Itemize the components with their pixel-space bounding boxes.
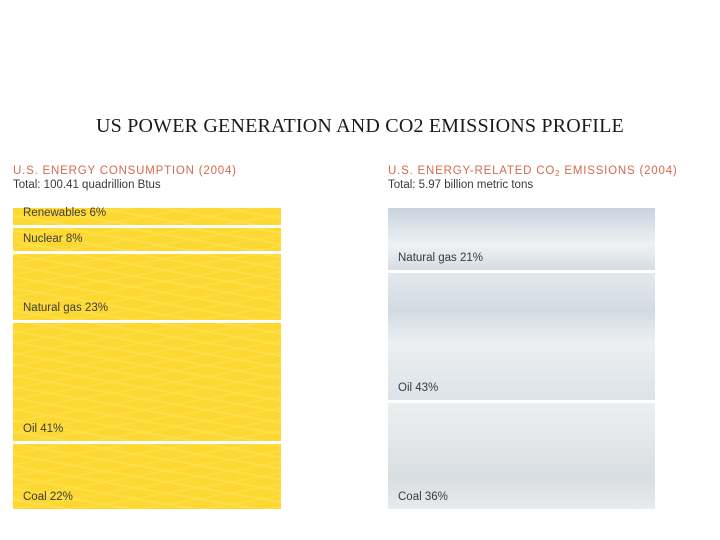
slide-title: US POWER GENERATION AND CO2 EMISSIONS PROFILE [96,115,624,137]
energy-label-oil: Oil 41% [23,423,64,435]
emissions-label-oil: Oil 43% [398,382,439,394]
energy-stacked-bar [13,208,281,509]
emissions-segment-coal [388,403,655,509]
energy-segment-nuclear [13,228,281,251]
energy-chart-title: U.S. ENERGY CONSUMPTION (2004) [13,165,237,177]
energy-segment-oil [13,323,281,441]
emissions-label-natural-gas: Natural gas 21% [398,252,484,264]
emissions-stacked-bar [388,208,655,509]
energy-chart-subtitle: Total: 100.41 quadrillion Btus [13,179,161,191]
energy-label-coal: Coal 22% [23,491,73,503]
energy-segment-renewables [13,208,281,225]
emissions-chart-subtitle: Total: 5.97 billion metric tons [388,179,534,191]
energy-label-renewables: Renewables 6% [23,207,107,219]
energy-label-nuclear: Nuclear 8% [23,233,83,245]
emissions-label-coal: Coal 36% [398,491,448,503]
energy-label-natural-gas: Natural gas 23% [23,302,109,314]
energy-segment-natural-gas [13,254,281,320]
emissions-segment-natural-gas [388,208,655,270]
emissions-segment-oil [388,273,655,400]
energy-segment-coal [13,444,281,509]
emissions-chart-title: U.S. ENERGY-RELATED $CO_2$ EMISSIONS (2004) [388,165,678,178]
